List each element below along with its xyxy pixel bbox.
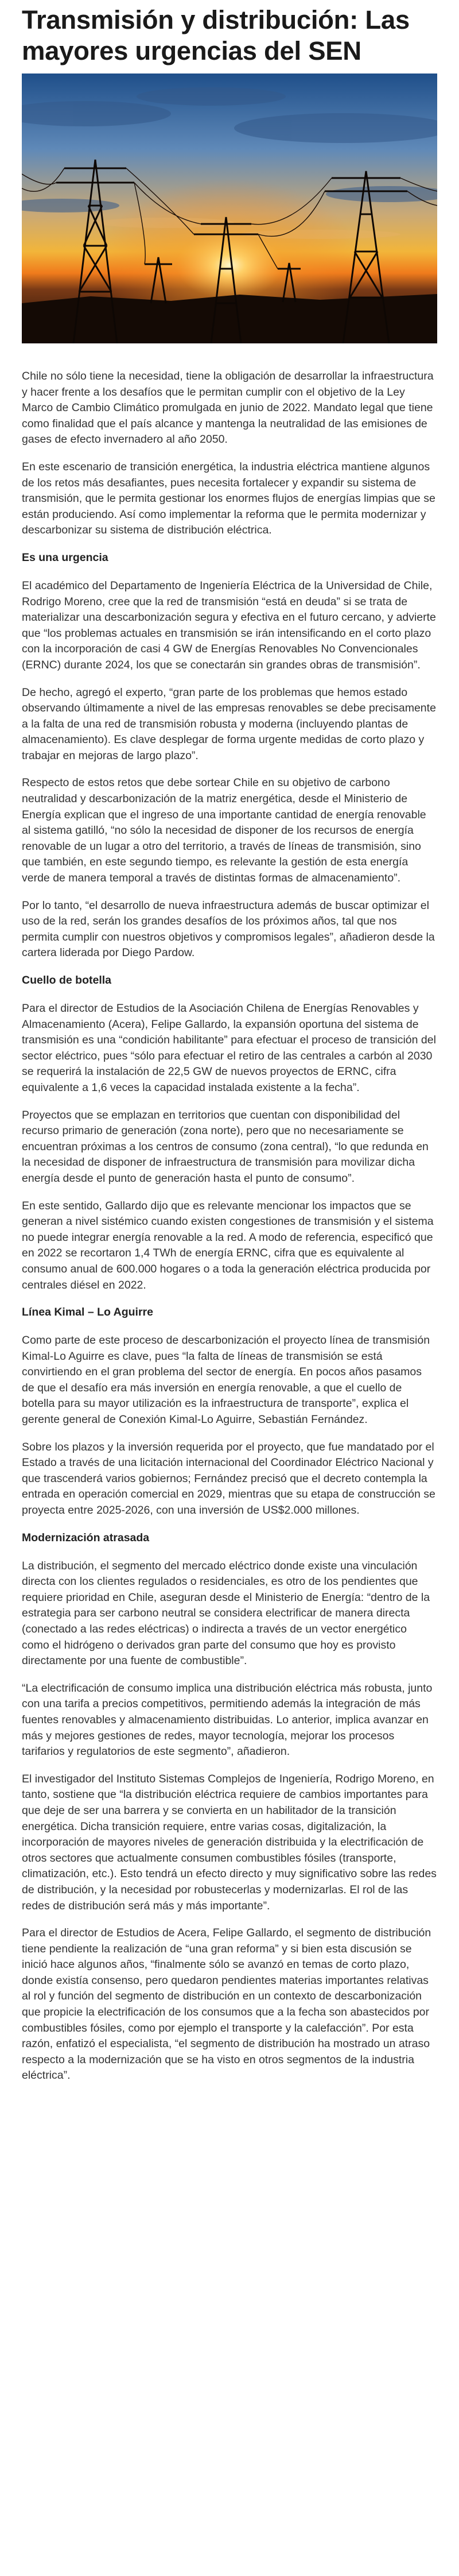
section-paragraph: En este sentido, Gallardo dijo que es relevante mencionar los impactos que se generan a nivel sistémico cuando existen congestiones de transmisión y el sistema no puede integrar energía renovable a la red. A modo de referencia, especificó que en 2022 se recortaron 1,4 TWh de energía ERNC, cifra que es equivalente al consumo anual de 600.000 hogares o a toda la generación eléctrica producida por centrales diésel en 2022. — [22, 1199, 434, 1291]
section-heading-modernizacion: Modernización atrasada — [22, 1531, 150, 1544]
section-paragraph: El investigador del Instituto Sistemas Complejos de Ingeniería, Rodrigo Moreno, en tanto, sostiene que “la distribución eléctrica requiere de cambios importantes para que deje de ser una barrera y se convierta en un habilitador de la transición energética. Dicha transición requiere, entre varias cosas, digitalización, la incorporación de mayores niveles de generación distribuida y la electrificación de otros sectores que actualmente consumen combustibles fósiles (transporte, climatización, etc.). Esto tendrá un efecto directo y muy significativo sobre las redes de distribución, y la necesidad por robustecerlas y modernizarlas. El rol de las redes de distribución será más y más importante”. — [22, 1772, 437, 1912]
article-body — [22, 369, 437, 2084]
section-heading-urgencia: Es una urgencia — [22, 551, 108, 564]
section-paragraph: Respecto de estos retos que debe sortear Chile en su objetivo de carbono neutralidad y descarbonización de la matriz energética, desde el Ministerio de Energía explican que el ingreso de una importante cantidad de energía renovable al sistema gatilló, “no sólo la necesidad de disponer de los recursos de energía renovable de un lugar a otro del territorio, a través de líneas de transmisión, sino que también, en este segundo tiempo, es relevante la gestión de esta energía verde de manera temporal a través de distintas formas de almacenamiento”. — [22, 776, 426, 885]
intro-paragraph: En este escenario de transición energética, la industria eléctrica mantiene algunos de los retos más desafiantes, pues necesita fortalecer y expandir su sistema de transmisión, que le permita gestionar los enormes flujos de energías limpias que se están produciendo. Así como implementar la reforma que le permita modernizar y descarbonizar su sistema de distribución eléctrica. — [22, 460, 435, 537]
intro-paragraph: Chile no sólo tiene la necesidad, tiene la obligación de desarrollar la infraestructura y hacer frente a los desafíos que le permitan cumplir con el objetivo de la Ley Marco de Cambio Climático promulgada en junio de 2022. Mandato legal que tiene como finalidad que el país alcance y mantenga la neutralidad de las emisiones de gases de efecto invernadero al año 2050. — [22, 370, 434, 446]
section-paragraph: “La electrificación de consumo implica una distribución eléctrica más robusta, junto con una tarifa a precios competitivos, permitiendo además la integración de más fuentes renovables y almacenamiento distribuidas. Lo anterior, implica avanzar en más y mejores gestiones de redes, mayor tecnología, mejorar los procesos tarifarios y regulatorios de este segmento”, añadieron. — [22, 1681, 433, 1758]
section-paragraph: El académico del Departamento de Ingeniería Eléctrica de la Universidad de Chile, Rodrigo Moreno, cree que la red de transmisión “está en deuda” si se trata de materializar una descarbonización segura y efectiva en el futuro cercano, y advierte que “los problemas actuales en transmisión se irán intensificando en el corto plazo con la incorporación de casi 4 GW de Energías Renovables No Convencionales (ERNC) durante 2024, los que se conectarán sin grandes obras de transmisión”. — [22, 579, 436, 671]
sunset-power-lines-photo — [22, 74, 437, 343]
article-title: Transmisión y distribución: Las mayores urgencias del SEN — [22, 5, 410, 65]
section-paragraph: Para el director de Estudios de la Asociación Chilena de Energías Renovables y Almacenamiento (Acera), Felipe Gallardo, la expansión oportuna del sistema de transmisión es una “condición habilitante” para efectuar el proceso de transición del sector eléctrico, pues “sólo para efectuar el retiro de las centrales a carbón al 2030 se requerirá la instalación de 22,5 GW de nuevos proyectos de ERNC, cifra equivalente a 1,6 veces la capacidad instalada existente a la fecha”. — [22, 1002, 436, 1094]
section-paragraph: Proyectos que se emplazan en territorios que cuentan con disponibilidad del recurso primario de generación (zona norte), pero que no necesariamente se encuentran próximas a los centros de consumo (zona central), “lo que redunda en la necesidad de disponer de infraestructura de transmisión para movilizar dicha energía desde el punto de generación hasta el punto de consumo”. — [22, 1108, 429, 1185]
hero-image — [22, 74, 437, 343]
section-heading-kimal-lo-aguirre: Línea Kimal – Lo Aguirre — [22, 1306, 153, 1319]
section-paragraph: Sobre los plazos y la inversión requerida por el proyecto, que fue mandatado por el Estado a través de una licitación internacional del Coordinador Eléctrico Nacional y que trascenderá varios gobiernos; Fernández precisó que el decreto contempla la entrada en operación comercial en 2029, mientras que su etapa de construcción se proyecta entre 2025-2026, con una inversión de US$2.000 millones. — [22, 1440, 435, 1517]
section-paragraph: Como parte de este proceso de descarbonización el proyecto línea de transmisión Kimal-Lo Aguirre es clave, pues “la falta de líneas de transmisión se está convirtiendo en el gran problema del sector de energía. En pocos años pasamos de que el desafío era más inversión en energía renovable, a que el cuello de botella para su mayor utilización es la infraestructura de transporte”, explica el gerente general de Conexión Kimal-Lo Aguirre, Sebastián Fernández. — [22, 1334, 430, 1426]
section-paragraph: La distribución, el segmento del mercado eléctrico donde existe una vinculación directa con los clientes regulados o residenciales, es otro de los pendientes que requiere prioridad en Chile, aseguran desde el Ministerio de Energía: “dentro de la estrategia para ser carbono neutral se considera electrificar de manera directa (conectado a las redes eléctricas) o indirecta a través de un vector energético como el hidrógeno o derivados gran parte del consumo que hoy es provisto directamente por una fuente de combustible”. — [22, 1559, 430, 1668]
section-heading-cuello-de-botella: Cuello de botella — [22, 974, 112, 987]
section-paragraph: Por lo tanto, “el desarrollo de nueva infraestructura además de buscar optimizar el uso de la red, serán los grandes desafíos de los próximos años, tal que nos permita cumplir con nuestros objetivos y compromisos legales”, añadieron desde la cartera liderada por Diego Pardow. — [22, 899, 435, 960]
section-paragraph: De hecho, agregó el experto, “gran parte de los problemas que hemos estado observando últimamente a nivel de las empresas renovables se debe precisamente a la falta de una red de transmisión robusta y moderna (incluyendo plantas de almacenamiento). Es clave desplegar de forma urgente medidas de corto plazo y trabajar en mejoras de largo plazo”. — [22, 686, 436, 762]
section-paragraph: Para el director de Estudios de Acera, Felipe Gallardo, el segmento de distribución tiene pendiente la realización de “una gran reforma” y si bien esta discusión se inició hace algunos años, “finalmente sólo se avanzó en temas de corto plazo, donde existía consenso, pero quedaron pendientes materias importantes relativas al rol y función del segmento de distribución en un contexto de descarbonización que propicie la electrificación de los consumos que a la fecha son abastecidos por combustibles fósiles, como por ejemplo el transporte y la calefacción”. Por esta razón, enfatizó el especialista, “el segmento de distribución ha mostrado un atraso respecto a la modernización que se ha visto en otros segmentos de la industria eléctrica”. — [22, 1927, 431, 2082]
